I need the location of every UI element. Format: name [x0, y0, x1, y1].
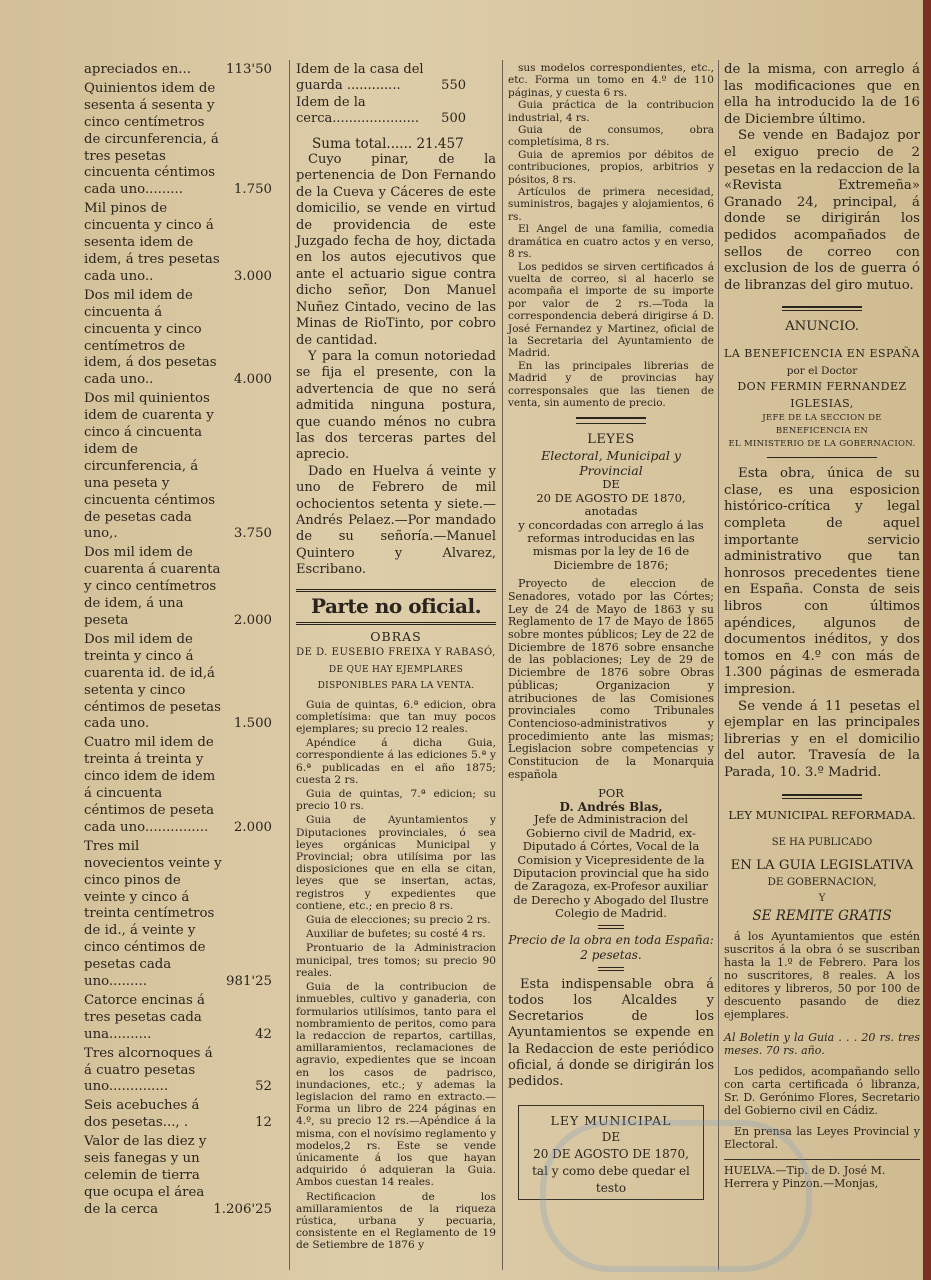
- item-price: 981'25: [226, 974, 272, 990]
- ad-text: Se vende en Badajoz por el exiguo precio de 2 pesetas en la redaccion de la «Revista Extremeña» Granado 24, principal, á donde se dirigirán los pedidos acompañados de sellos de correo con exclusion de los de guerra ó de libranzas del giro mutuo.: [724, 128, 920, 293]
- inventory-item: [84, 993, 280, 1044]
- obras-item: Los pedidos se sirven certificados á vuelta de correo, si al hacerlo se acompaña el importe de su importe por valor de 2 rs.—Toda la correspondencia deberá dirigirse á D. José Fernandez y Martinez, oficial de la Secretaria del Ayuntamiento de Madrid.: [508, 260, 714, 360]
- benef-title: LA BENEFICENCIA EN ESPAÑA: [724, 346, 920, 360]
- obras-item: Prontuario de la Administracion municipal, tres tomos; su precio 90 reales.: [296, 942, 496, 979]
- author-name: D. Andrés Blas,: [559, 799, 663, 814]
- column-rule: [289, 60, 290, 1270]
- item-price: 113'50: [226, 62, 272, 77]
- leyes-anotadas: anotadas: [584, 504, 638, 519]
- obras-item: Guia de elecciones; su precio 2 rs.: [306, 914, 491, 927]
- ley-body: á los Ayuntamientos que estén suscritos á la obra ó se suscriban hasta la 1.º de Febrero. Para los no suscritores, 8 reales. A los editores y libreros, 50 por 100 de descuento pasando de diez ejemplares.: [724, 930, 920, 1022]
- obras-item: Guia de consumos, obra completísima, 8 rs.: [508, 124, 714, 149]
- box-de: DE: [601, 1129, 621, 1144]
- item-price: 2.000: [233, 819, 272, 835]
- obras-item: Guia de quintas, 7.ª edicion; su precio 10 rs.: [296, 788, 496, 813]
- leyes-de: DE: [602, 477, 620, 492]
- item-price: 3.750: [233, 526, 272, 542]
- box-line: tal y como debe quedar el testo: [532, 1163, 690, 1195]
- section-divider: [782, 306, 862, 311]
- inventory-item: [84, 201, 280, 286]
- inventory-line: [296, 95, 496, 128]
- ley-y: Y: [818, 892, 826, 904]
- section-divider: [296, 589, 496, 592]
- obras-item: Guia de apremios por débitos de contribuciones, propios, arbitrios y pósitos, 8 rs.: [508, 148, 714, 186]
- item-desc: Dos mil idem de treinta y cinco á cuarenta id. de id,á setenta y cinco céntimos de pesetas cada uno.: [84, 631, 221, 732]
- obras-item: En las principales librerias de Madrid y de provincias hay corresponsales que las tienen de venta, sin aumento de precio.: [508, 359, 714, 409]
- obras-item: sus modelos correspondientes, etc., etc. Forma un tomo en 4.º de 110 páginas, y cuesta 6 rs.: [508, 62, 714, 99]
- obras-item: Guia de la contribucion de inmuebles, cultivo y ganaderia, con formularios utilísimos, tanto para el nombramiento de peritos, como para la redaccion de repartos, cartillas, amillaramientos, reclamaciones de agravio, expedientes que se incoan en los casos de padrisco, inundaciones, etc.; y ademas la legislacion del ramo en extracto.—Forma un libro de 224 páginas en 4.º, su precio 12 rs.—Apéndice á la misma, con el novísimo reglamento y modelos,2 rs. Este se vende únicamente á los que hayan adquirido ó adquieran la Guia. Ambos cuestan 14 reales.: [296, 981, 496, 1189]
- price-line: Precio de la obra en toda España: 2 pesetas.: [508, 932, 714, 962]
- inventory-item: [84, 632, 280, 733]
- inventory-column: [84, 62, 280, 1221]
- item-price: 12: [255, 1115, 272, 1131]
- item-price: 42: [255, 1026, 272, 1042]
- inventory-item: [84, 545, 280, 630]
- inventory-item: [84, 839, 280, 991]
- books-column: [508, 62, 714, 1200]
- obras-author: DE D. EUSEBIO FREIXA Y RABASÓ,: [296, 647, 496, 659]
- item-price: 3.000: [233, 268, 272, 284]
- item-desc: apreciados en...: [84, 62, 191, 77]
- item-desc: Tres alcornoques á á cuatro pesetas uno..............: [84, 1045, 213, 1095]
- anuncio-heading: ANUNCIO.: [785, 319, 859, 335]
- leyes-content: Proyecto de eleccion de Senadores, votado por las Córtes; Ley de 24 de Mayo de 1863 y su Reglamento de 17 de Mayo de 1865 sobre montes públicos; Ley de 22 de Diciembre de 1876 sobre ensanche de las poblaciones; Ley de 29 de Diciembre de 1876 sobre Obras públicas; Organizacion y atribuciones de las Comisiones provinciales como Tribunales Contencioso-administrativos y procedimiento ante las mismas; Legislacion sobre competencias y Constitucion de la Monarquia española: [508, 577, 714, 781]
- section-divider: [576, 417, 646, 424]
- line-desc: Idem de la cerca.....................: [296, 94, 419, 127]
- edict-paragraph: Dado en Huelva á veinte y uno de Febrero de mil ochocientos setenta y siete.—Andrés Pelaez.—Por mandado de su señoría.—Manuel Quintero y Alvarez, Escribano.: [296, 463, 496, 578]
- benef-role: EL MINISTERIO DE LA GOBERNACION.: [728, 439, 916, 450]
- leyes-subtitle: Electoral, Municipal y Provincial: [541, 448, 681, 479]
- section-divider: [296, 622, 496, 625]
- item-desc: Dos mil idem de cuarenta á cuarenta y cinco centímetros de idem, á una peseta: [84, 545, 221, 628]
- item-desc: Mil pinos de cincuenta y cinco á sesenta idem de idem, á tres pesetas cada uno..: [84, 201, 220, 284]
- obras-item: Artículos de primera necesidad, suministros, bagajes y alojamientos, 6 rs.: [508, 186, 714, 223]
- leyes-concordadas: y concordadas con arreglo á las reformas introducidas en las mismas por la ley de 16 de Diciembre de 1876;: [518, 517, 704, 572]
- ad-text: de la misma, con arreglo á las modificaciones que en ella ha introducido la de 16 de Diciembre último.: [724, 62, 920, 127]
- inventory-item: [84, 391, 280, 543]
- ley-guia: EN LA GUIA LEGISLATIVA: [730, 857, 914, 873]
- item-price: 1.206'25: [213, 1201, 272, 1217]
- item-desc: Tres mil novecientos veinte y cinco pinos de veinte y cinco á treinta centímetros de id., á veinte y cinco céntimos de pesetas cada uno.........: [84, 838, 222, 990]
- inventory-item: [84, 288, 280, 389]
- obras-item: Guia de quintas, 6.ª edicion, obra completísima: que tan muy pocos ejemplares; su precio 12 reales.: [296, 698, 496, 736]
- edict-paragraph: Y para la comun notoriedad se fija el presente, con la advertencia de que no será admitida ninguna postura, que cuando ménos no cubra las dos terceras partes del aprecio.: [296, 348, 496, 463]
- ley-municipal-box: [518, 1105, 704, 1200]
- ley-publicado: SE HA PUBLICADO: [771, 837, 873, 849]
- inventory-line: [296, 62, 496, 95]
- inventory-item: [84, 735, 280, 836]
- ley-gobernacion: DE GOBERNACION,: [767, 876, 877, 889]
- item-desc: Dos mil idem de cincuenta á cincuenta y cinco centímetros de idem, á dos pesetas cada uno..: [84, 287, 217, 388]
- obras-subtitle: DE QUE HAY EJEMPLARES DISPONIBLES PARA LA VENTA.: [317, 664, 475, 692]
- line-price: 500: [441, 111, 466, 127]
- obras-item: Apéndice á dicha Guia, correspondiente á las ediciones 5.ª y 6.ª publicadas en el año 1875; cuesta 2 rs.: [296, 737, 496, 786]
- prensa-text: En prensa las Leyes Provincial y Electoral.: [724, 1125, 920, 1152]
- sale-paragraph: Esta indispensable obra á todos los Alcaldes y Secretarios de los Ayuntamientos se expende en la Redaccion de este periódico oficial, á donde se dirigirán los pedidos.: [508, 976, 714, 1090]
- ley-title: LEY MUNICIPAL REFORMADA.: [728, 807, 916, 822]
- item-desc: Catorce encinas á tres pesetas cada una..........: [84, 992, 205, 1042]
- box-date: 20 DE AGOSTO DE 1870,: [533, 1146, 689, 1161]
- column-rule: [718, 60, 719, 1270]
- inventory-list: [84, 62, 280, 1221]
- inventory-item: [84, 1134, 280, 1219]
- section-divider: [782, 794, 862, 799]
- item-price: 4.000: [233, 372, 272, 388]
- ornament: [598, 925, 624, 929]
- leyes-date: 20 DE AGOSTO DE 1870,: [536, 490, 686, 505]
- obras-title: OBRAS: [370, 629, 422, 644]
- printer-imprint: HUELVA.—Tip. de D. José M. Herrera y Pinzon.—Monjas,: [724, 1159, 920, 1190]
- item-desc: Valor de las diez y seis fanegas y un celemin de tierra que ocupa el área de la cerca: [84, 1134, 207, 1217]
- inventory-item: [84, 1098, 280, 1132]
- benef-venta: Se vende á 11 pesetas el ejemplar en las principales librerias y en el domicilio del autor. Travesía de la Parada, 10. 3.º Madrid.: [724, 698, 920, 780]
- item-price: 52: [255, 1079, 272, 1095]
- item-price: 1.500: [233, 716, 272, 732]
- inventory-item: [84, 1046, 280, 1097]
- inventory-item: [84, 62, 280, 79]
- item-price: 1.750: [233, 182, 272, 198]
- item-desc: Quinientos idem de sesenta á sesenta y cinco centímetros de circunferencia, á tres pesetas cincuenta céntimos cada uno.........: [84, 80, 219, 198]
- item-desc: Seis acebuches á dos pesetas..., .: [84, 1098, 200, 1131]
- edict-paragraph: Cuyo pinar, de la pertenencia de Don Fernando de la Cueva y Cáceres de este domicilio, se vende en virtud de providencia de este Juzgado fecha de hoy, dictada en los autos ejecutivos que ante el actuario sigue contra dicho señor, Don Manuel Nuñez Cintado, vecino de las Minas de RioTinto, por cobro de cantidad.: [296, 152, 496, 348]
- item-desc: Cuatro mil idem de treinta á treinta y cinco idem de idem á cincuenta céntimos de peseta cada uno...............: [84, 735, 216, 835]
- line-desc: Idem de la casa del guarda .............: [296, 62, 424, 94]
- ads-column: [724, 62, 920, 1190]
- ley-gratis: SE REMITE GRATIS: [752, 907, 892, 924]
- section-heading: Parte no oficial.: [310, 593, 482, 618]
- obras-item: El Angel de una familia, comedia dramática en cuatro actos y en verso, 8 rs.: [508, 223, 714, 261]
- benef-por: por el Doctor: [786, 364, 858, 377]
- inventory-item: [84, 81, 280, 199]
- obras-item: Guia práctica de la contribucion industrial, 4 rs.: [508, 99, 714, 124]
- obras-list: [296, 699, 496, 1252]
- obras-item: Rectificacion de los amillaramientos de la riqueza rústica, urbana y pecuaria, consistente en el Reglamento de 19 de Setiembre de 1876 y: [296, 1190, 496, 1252]
- item-price: 2.000: [233, 613, 272, 628]
- line-price: 550: [441, 78, 466, 94]
- sum-total: Suma total...... 21.457: [312, 135, 464, 152]
- boletin-price: Al Boletin y la Guia . . . 20 rs. tres meses. 70 rs. año.: [724, 1031, 920, 1058]
- column-rule: [502, 60, 503, 1270]
- ornament: [598, 967, 624, 971]
- benef-body: Esta obra, única de su clase, es una esposicion histórico-crítica y legal completa de aquel importante servicio administrativo que tan honrosos precedentes tiene en España. Consta de seis libros con últimos apéndices, algunos de documentos inéditos, y dos tomos en 4.º con más de 1.300 páginas de esmerada impresion.: [724, 466, 920, 697]
- author-description: Jefe de Administracion del Gobierno civil de Madrid, ex-Diputado á Córtes, Vocal de la Comision y Vicepresidente de la Diputacion provincial que ha sido de Zaragoza, ex-Profesor auxiliar de Derecho y Abogado del Ilustre Colegio de Madrid.: [513, 812, 709, 921]
- pedidos-text: Los pedidos, acompañando sello con carta certificada ó libranza, Sr. D. Gerónimo Flores, Secretario del Gobierno civil en Cádiz.: [724, 1065, 920, 1118]
- page-edge: [923, 0, 931, 1280]
- item-desc: Dos mil quinientos idem de cuarenta y cinco á cincuenta idem de circunferencia, á una peseta y cincuenta céntimos de pesetas cada uno,.: [84, 391, 216, 542]
- obras-list-continued: [508, 62, 714, 409]
- obras-item: Auxiliar de bufetes; su costé 4 rs.: [306, 928, 486, 941]
- obras-item: Guia de Ayuntamientos y Diputaciones provinciales, ó sea leyes orgánicas Municipal y Provincial; obra utilísima por las disposiciones que en ella se citan, leyes que se insertan, actas, registros y expedientes que contiene, etc.; en precio 8 rs.: [296, 814, 496, 912]
- leyes-title: LEYES: [587, 432, 635, 448]
- underline: [767, 457, 877, 458]
- por-label: POR: [598, 786, 624, 801]
- benef-role: JEFE DE LA SECCION DE BENEFICENCIA EN: [762, 413, 882, 437]
- box-title: LEY MUNICIPAL: [550, 1112, 672, 1128]
- benef-author: DON FERMIN FERNANDEZ IGLESIAS,: [737, 380, 907, 410]
- edict-column: [296, 62, 496, 1254]
